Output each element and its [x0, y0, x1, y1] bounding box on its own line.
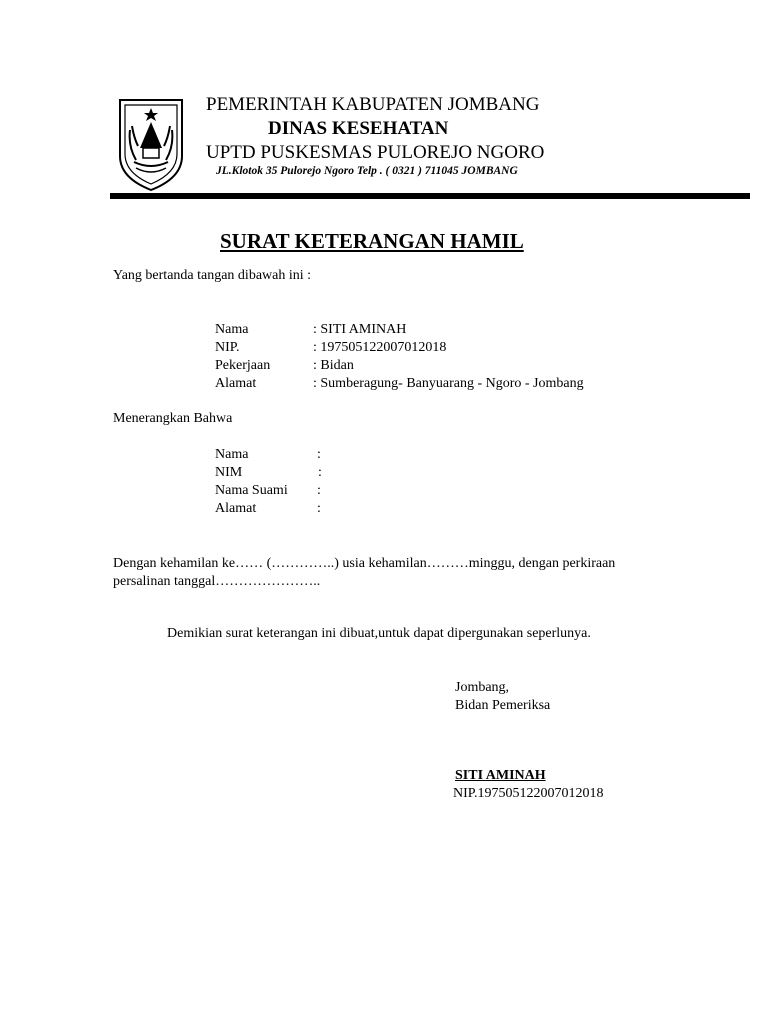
jombang-coat-of-arms-logo — [116, 96, 186, 192]
signer-field-value: : 197505122007012018 — [313, 340, 447, 355]
intro-text: Yang bertanda tangan dibawah ini : — [113, 268, 312, 283]
signer-field-value: : Sumberagung- Banyuarang - Ngoro - Jombang — [313, 376, 584, 391]
section-heading: Menerangkan Bahwa — [113, 411, 233, 426]
patient-field-label: Alamat — [215, 501, 257, 516]
letterhead-department-name: DINAS KESEHATAN — [268, 118, 449, 139]
document-title: SURAT KETERANGAN HAMIL — [220, 229, 524, 253]
patient-field-colon: : — [318, 465, 322, 480]
patient-field-colon: : — [317, 483, 321, 498]
signature-name: SITI AMINAH — [455, 768, 546, 783]
patient-field-label: Nama — [215, 447, 249, 462]
letterhead-government-name: PEMERINTAH KABUPATEN JOMBANG — [206, 94, 540, 115]
patient-field-colon: : — [317, 501, 321, 516]
signature-nip: NIP.197505122007012018 — [453, 786, 604, 801]
patient-field-label: Nama Suami — [215, 483, 288, 498]
signature-place: Jombang, — [455, 680, 510, 695]
letterhead-clinic-name: UPTD PUSKESMAS PULOREJO NGORO — [206, 142, 545, 163]
letterhead-divider — [110, 193, 750, 199]
signer-field-value: : Bidan — [313, 358, 354, 373]
signature-role: Bidan Pemeriksa — [455, 698, 551, 713]
pregnancy-details-line: persalinan tanggal………………….. — [113, 574, 321, 589]
pregnancy-details-line: Dengan kehamilan ke…… (…………..) usia kehamilan………minggu, dengan perkiraan — [113, 556, 616, 571]
patient-field-colon: : — [317, 447, 321, 462]
signer-field-label: Nama — [215, 322, 249, 337]
signer-field-label: Pekerjaan — [215, 358, 271, 373]
letterhead-address: JL.Klotok 35 Pulorejo Ngoro Telp . ( 0321 ) 711045 JOMBANG — [216, 165, 518, 177]
patient-field-label: NIM — [215, 465, 243, 480]
closing-statement: Demikian surat keterangan ini dibuat,untuk dapat dipergunakan seperlunya. — [167, 626, 591, 641]
signer-field-value: : SITI AMINAH — [313, 322, 407, 337]
signer-field-label: NIP. — [215, 340, 240, 355]
signer-field-label: Alamat — [215, 376, 257, 391]
